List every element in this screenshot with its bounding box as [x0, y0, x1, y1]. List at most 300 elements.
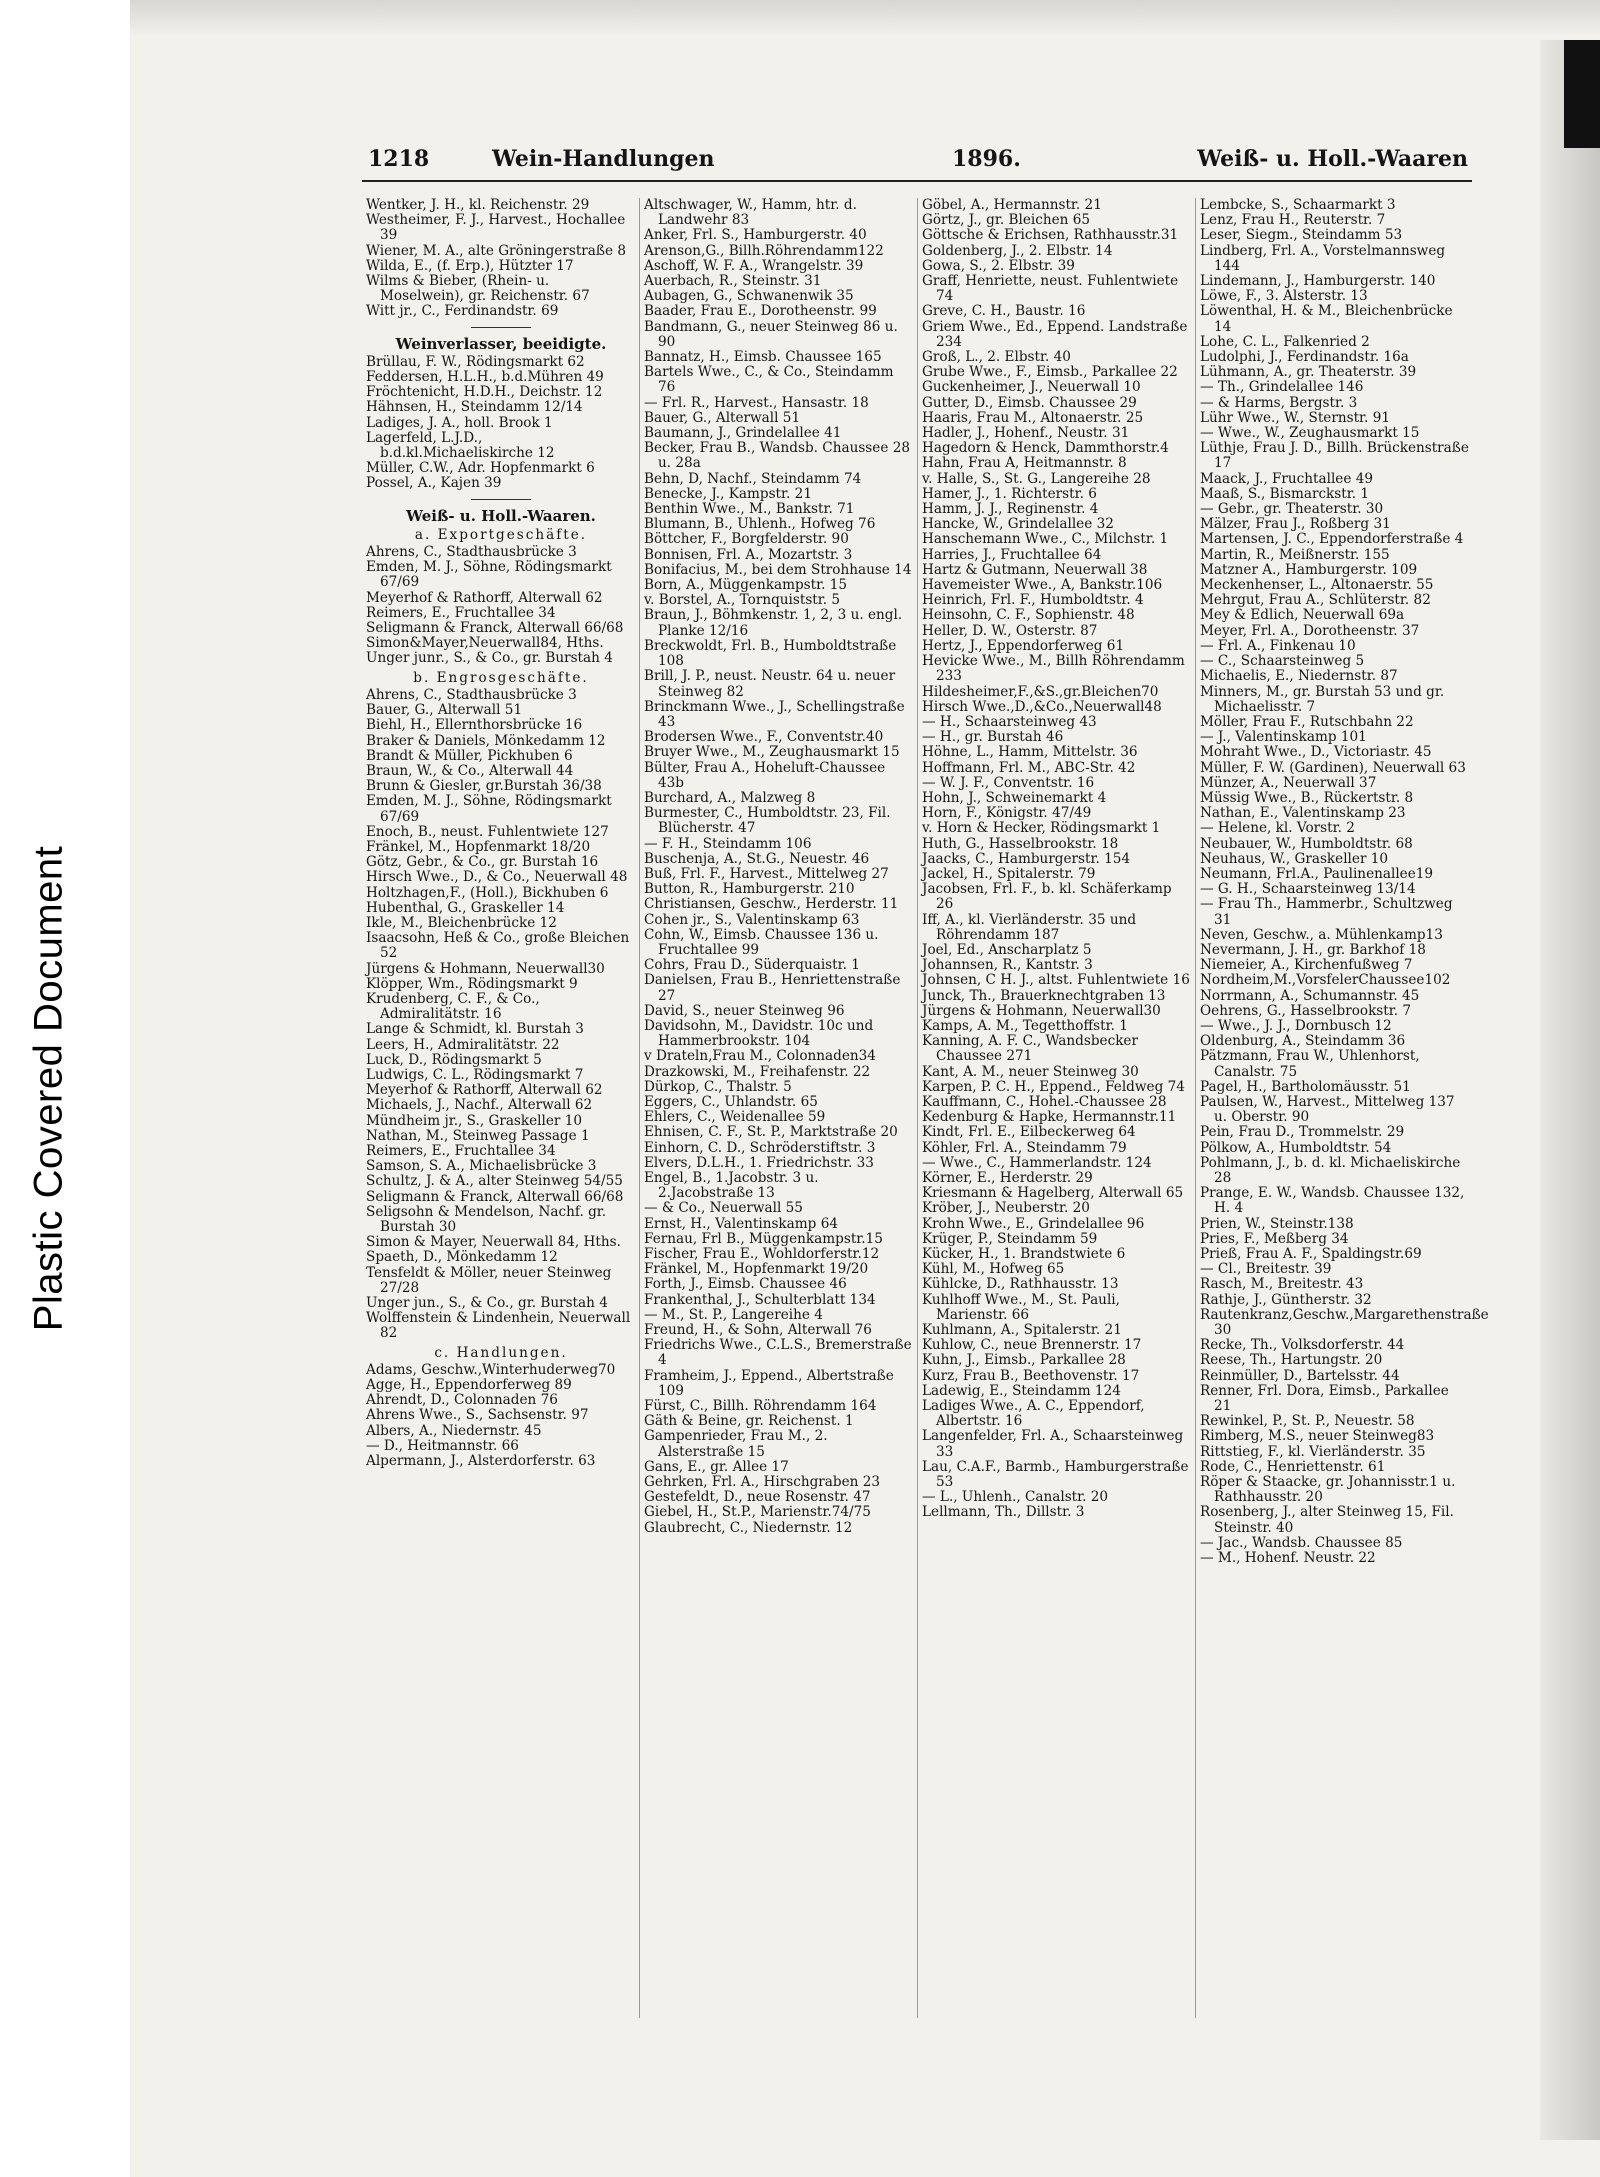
directory-entry: Ehnisen, C. F., St. P., Marktstraße 20: [644, 1124, 898, 1141]
directory-entry: Lellmann, Th., Dillstr. 3: [922, 1504, 1085, 1521]
plastic-covered-text: Plastic Covered Document: [26, 845, 71, 1332]
directory-entry: Biehl, H., Ellernthorsbrücke 16: [366, 717, 583, 734]
directory-entry: Burmester, C., Humboldtstr. 23, Fil. Blücherstr. 47: [644, 805, 891, 837]
directory-entry: Gans, E., gr. Allee 17: [644, 1458, 789, 1475]
directory-entry: — & Co., Neuerwall 55: [644, 1200, 803, 1217]
directory-entry: Lau, C.A.F., Barmb., Hamburgerstraße 53: [922, 1458, 1189, 1491]
directory-entry: Braun, W., & Co., Alterwall 44: [366, 762, 574, 779]
directory-entry: Simon & Mayer, Neuerwall 84, Hths.: [366, 1234, 621, 1251]
directory-entry: Rittstieg, F., kl. Vierländerstr. 35: [1200, 1443, 1426, 1460]
directory-entry: — Gebr., gr. Theaterstr. 30: [1200, 501, 1384, 518]
scan-top-edge: [130, 0, 1600, 36]
directory-entry: Kamps, A. M., Tegetthoffstr. 1: [922, 1017, 1128, 1034]
directory-entry: Forth, J., Eimsb. Chaussee 46: [644, 1276, 847, 1293]
directory-entry: Schultz, J. & A., alter Steinweg 54/55: [366, 1173, 623, 1190]
subsection-heading: c. Handlungen.: [434, 1344, 568, 1361]
directory-entry: Ikle, M., Bleichenbrücke 12: [366, 914, 557, 931]
section-heading: Weiß- u. Holl.-Waaren.: [406, 506, 596, 525]
directory-entry: Rautenkranz,Geschw.,Margarethenstraße 30: [1200, 1306, 1489, 1339]
directory-entry: Lühmann, A., gr. Theaterstr. 39: [1200, 364, 1417, 381]
directory-entry: Goldenberg, J., 2. Elbstr. 14: [922, 242, 1113, 259]
directory-entry: Joel, Ed., Anscharplatz 5: [922, 941, 1092, 958]
directory-entry: Bonifacius, M., bei dem Strohhause 14: [644, 561, 912, 578]
directory-entry: Spaeth, D., Mönkedamm 12: [366, 1249, 558, 1266]
directory-entry: Kühl, M., Hofweg 65: [922, 1261, 1065, 1278]
directory-entry: Oldenburg, A., Steindamm 36: [1200, 1033, 1406, 1050]
directory-entry: Körner, E., Herderstr. 29: [922, 1170, 1093, 1186]
directory-entry: Groß, L., 2. Elbstr. 40: [922, 349, 1071, 366]
directory-entry: Rewinkel, P., St. P., Neuestr. 58: [1200, 1413, 1415, 1430]
directory-entry: Isaacsohn, Heß & Co., große Bleichen 52: [366, 930, 630, 962]
directory-entry: Mündheim jr., S., Graskeller 10: [366, 1112, 583, 1129]
directory-entry: Niemeier, A., Kirchenfußweg 7: [1200, 957, 1413, 974]
directory-entry: Ehlers, C., Weidenallee 59: [644, 1109, 826, 1126]
directory-entry: Bartels Wwe., C., & Co., Steindamm 76: [644, 364, 894, 396]
directory-entry: — Helene, kl. Vorstr. 2: [1200, 820, 1355, 837]
directory-column-2: [644, 198, 914, 1536]
column-divider: [1195, 198, 1196, 2018]
directory-entry: — J., Valentinskamp 101: [1200, 729, 1367, 746]
directory-entry: Müller, C.W., Adr. Hopfenmarkt 6: [366, 460, 595, 477]
directory-entry: Kühlcke, D., Rathhausstr. 13: [922, 1276, 1119, 1293]
directory-entry: Bülter, Frau A., Hoheluft-Chaussee 43b: [644, 759, 886, 791]
directory-entry: Kuhlhoff Wwe., M., St. Pauli, Marienstr. 66: [922, 1291, 1120, 1323]
directory-entry: Johannsen, R., Kantstr. 3: [922, 957, 1093, 974]
directory-entry: Cohn, W., Eimsb. Chaussee 136 u. Fruchtallee 99: [644, 926, 879, 958]
directory-entry: Fränkel, M., Hopfenmarkt 18/20: [366, 838, 591, 855]
directory-entry: Danielsen, Frau B., Henriettenstraße 27: [644, 972, 901, 1004]
directory-entry: Hertz, J., Eppendorferweg 61: [922, 637, 1125, 654]
directory-entry: Fürst, C., Billh. Röhrendamm 164: [644, 1398, 877, 1415]
directory-entry: Renner, Frl. Dora, Eimsb., Parkallee 21: [1200, 1382, 1449, 1415]
directory-entry: — Wwe., J. J., Dornbusch 12: [1200, 1017, 1392, 1034]
directory-entry: Müller, F. W. (Gardinen), Neuerwall 63: [1200, 759, 1466, 776]
directory-entry: Heinsohn, C. F., Sophienstr. 48: [922, 607, 1135, 624]
directory-entry: Aschoff, W. F. A., Wrangelstr. 39: [644, 257, 864, 274]
directory-entry: Simon&Mayer,Neuerwall84, Hths.: [366, 635, 604, 652]
directory-column-4: [1200, 197, 1489, 1567]
directory-entry: — H., gr. Burstah 46: [922, 729, 1064, 746]
directory-entry: Pries, F., Meßberg 34: [1200, 1230, 1349, 1247]
section-rule: [471, 499, 531, 500]
directory-entry: Gampenrieder, Frau M., 2. Alsterstraße 15: [644, 1428, 828, 1460]
directory-column-1: [366, 198, 636, 1469]
directory-entry: Lagerfeld, L.J.D., b.d.kl.Michaeliskirche 12: [366, 429, 555, 462]
directory-entry: Possel, A., Kajen 39: [366, 475, 502, 492]
directory-entry: — H., Schaarsteinweg 43: [922, 713, 1097, 730]
directory-entry: Braker & Daniels, Mönkedamm 12: [366, 732, 606, 749]
directory-entry: Lühr Wwe., W., Sternstr. 91: [1200, 409, 1390, 426]
directory-entry: Kriesmann & Hagelberg, Alterwall 65: [922, 1185, 1184, 1202]
directory-entry: Gestefeldt, D., neue Rosenstr. 47: [644, 1489, 871, 1506]
directory-entry: Rathje, J., Güntherstr. 32: [1200, 1291, 1372, 1308]
directory-entry: Seligmann & Franck, Alterwall 66/68: [366, 1188, 624, 1205]
directory-entry: Hähnsen, H., Steindamm 12/14: [366, 399, 583, 416]
directory-entry: Ladiges Wwe., A. C., Eppendorf, Albertstr. 16: [922, 1398, 1145, 1430]
directory-entry: Jaacks, C., Hamburgerstr. 154: [922, 850, 1131, 867]
directory-entry: Norrmann, A., Schumannstr. 45: [1200, 987, 1420, 1004]
directory-entry: Meckenhenser, L., Altonaerstr. 55: [1200, 577, 1434, 594]
directory-entry: Brodersen Wwe., F., Conventstr.40: [644, 729, 884, 746]
directory-entry: Christiansen, Geschw., Herderstr. 11: [644, 896, 899, 913]
directory-entry: Graff, Henriette, neust. Fuhlentwiete 74: [922, 273, 1179, 305]
directory-entry: Minners, M., gr. Burstah 53 und gr. Michaelisstr. 7: [1200, 683, 1445, 715]
directory-entry: Hahn, Frau A, Heitmannstr. 8: [922, 455, 1127, 472]
directory-entry: Rode, C., Henriettenstr. 61: [1200, 1458, 1386, 1475]
directory-entry: Böttcher, F., Borgfelderstr. 90: [644, 531, 849, 548]
directory-entry: Mey & Edlich, Neuerwall 69a: [1200, 607, 1405, 624]
directory-entry: Pagel, H., Bartholomäusstr. 51: [1200, 1078, 1411, 1095]
directory-entry: Hamm, J. J., Reginenstr. 4: [922, 501, 1099, 518]
directory-entry: Gehrken, Frl. A., Hirschgraben 23: [644, 1474, 881, 1491]
directory-entry: Meyerhof & Rathorff, Alterwall 62: [366, 589, 603, 606]
directory-entry: Enoch, B., neust. Fuhlentwiete 127: [366, 823, 609, 840]
directory-entry: Breckwoldt, Frl. B., Humboldtstraße 108: [644, 637, 897, 670]
directory-entry: Unger jun., S., & Co., gr. Burstah 4: [366, 1295, 608, 1312]
directory-entry: Wilda, E., (f. Erp.), Hützter 17: [366, 257, 574, 274]
directory-entry: — D., Heitmannstr. 66: [366, 1437, 519, 1454]
directory-entry: Cohrs, Frau D., Süderquaistr. 1: [644, 957, 860, 974]
directory-entry: Lange & Schmidt, kl. Burstah 3: [366, 1021, 584, 1038]
directory-entry: Neuhaus, W., Graskeller 10: [1200, 850, 1389, 867]
directory-entry: Born, A., Müggenkampstr. 15: [644, 577, 848, 594]
section-heading: Weinverlasser, beeidigte.: [395, 334, 607, 353]
directory-entry: Krüger, P., Steindamm 59: [922, 1230, 1098, 1247]
directory-entry: Matzner A., Hamburgerstr. 109: [1200, 561, 1418, 578]
directory-entry: Wilms & Bieber, (Rhein- u. Moselwein), gr. Reichenstr. 67: [366, 273, 590, 305]
directory-entry: Blumann, B., Uhlenh., Hofweg 76: [644, 516, 876, 533]
directory-entry: Brandt & Müller, Pickhuben 6: [366, 747, 573, 764]
directory-entry: Maaß, S., Bismarckstr. 1: [1200, 485, 1370, 502]
directory-entry: Brunn & Giesler, gr.Burstah 36/38: [366, 778, 602, 795]
directory-entry: Götz, Gebr., & Co., gr. Burstah 16: [366, 854, 599, 871]
directory-entry: Huth, G., Hasselbrookstr. 18: [922, 835, 1119, 852]
directory-entry: Gutter, D., Eimsb. Chaussee 29: [922, 394, 1137, 411]
directory-entry: Kant, A. M., neuer Steinweg 30: [922, 1063, 1139, 1080]
directory-entry: Ahrendt, D., Colonnaden 76: [366, 1392, 558, 1409]
directory-entry: Button, R., Hamburgerstr. 210: [644, 881, 855, 898]
directory-entry: Havemeister Wwe., A, Bankstr.106: [922, 577, 1163, 594]
page-number: 1218: [368, 146, 430, 172]
directory-entry: Pätzmann, Frau W., Uhlenhorst, Canalstr. 75: [1200, 1048, 1420, 1080]
directory-entry: Nathan, E., Valentinskamp 23: [1200, 805, 1406, 822]
directory-entry: Baader, Frau E., Dorotheenstr. 99: [644, 303, 877, 320]
directory-entry: Baumann, J., Grindelallee 41: [644, 425, 842, 442]
directory-entry: Prien, W., Steinstr.138: [1200, 1215, 1354, 1232]
directory-entry: Hirsch Wwe.,D.,&Co.,Neuerwall48: [922, 698, 1162, 715]
directory-entry: Pohlmann, J., b. d. kl. Michaeliskirche 28: [1200, 1154, 1461, 1186]
directory-page: [362, 140, 1489, 2040]
directory-entry: Fernau, Frl B., Müggenkampstr.15: [644, 1230, 883, 1247]
directory-entry: Friedrichs Wwe., C.L.S., Bremerstraße 4: [644, 1337, 912, 1369]
directory-entry: Langenfelder, Frl. A., Schaarsteinweg 33: [922, 1428, 1184, 1460]
directory-entry: Göbel, A., Hermannstr. 21: [922, 197, 1102, 213]
directory-entry: Reinmüller, D., Bartelsstr. 44: [1200, 1367, 1400, 1384]
directory-entry: — G. H., Schaarsteinweg 13/14: [1200, 881, 1416, 898]
column-divider: [917, 198, 918, 2018]
directory-entry: Guckenheimer, J., Neuerwall 10: [922, 379, 1141, 396]
directory-entry: Einhorn, C. D., Schröderstiftstr. 3: [644, 1139, 876, 1156]
directory-entry: — Jac., Wandsb. Chaussee 85: [1200, 1534, 1403, 1551]
directory-entry: Krohn Wwe., E., Grindelallee 96: [922, 1215, 1145, 1232]
directory-entry: Köhler, Frl. A., Steindamm 79: [922, 1139, 1127, 1156]
directory-entry: Michaelis, E., Niedernstr. 87: [1200, 668, 1398, 685]
directory-entry: Neubauer, W., Humboldtstr. 68: [1200, 835, 1413, 852]
directory-entry: Harries, J., Fruchtallee 64: [922, 546, 1102, 563]
directory-entry: Kröber, J., Neuberstr. 20: [922, 1200, 1090, 1217]
directory-entry: Ahrens Wwe., S., Sachsenstr. 97: [366, 1407, 589, 1424]
directory-entry: Kanning, A. F. C., Wandsbecker Chaussee 271: [922, 1033, 1138, 1065]
directory-entry: Pölkow, A., Humboldtstr. 54: [1200, 1139, 1392, 1156]
directory-entry: Ernst, H., Valentinskamp 64: [644, 1215, 838, 1232]
directory-entry: Dürkop, C., Thalstr. 5: [644, 1078, 792, 1095]
directory-entry: Hevicke Wwe., M., Billh Röhrendamm 233: [922, 653, 1185, 685]
directory-entry: Fröchtenicht, H.D.H., Deichstr. 12: [366, 384, 603, 401]
directory-entry: Alpermann, J., Alsterdorferstr. 63: [366, 1453, 596, 1470]
directory-entry: Rimberg, M.S., neuer Steinweg83: [1200, 1428, 1435, 1445]
directory-entry: Mälzer, Frau J., Roßberg 31: [1200, 516, 1391, 533]
directory-entry: Karpen, P. C. H., Eppend., Feldweg 74: [922, 1078, 1185, 1095]
directory-entry: Lembcke, S., Schaarmarkt 3: [1200, 197, 1396, 213]
directory-entry: Jacobsen, Frl. F., b. kl. Schäferkamp 26: [922, 881, 1172, 913]
directory-entry: Buß, Frl. F., Harvest., Mittelweg 27: [644, 865, 889, 882]
directory-entry: Fischer, Frau E., Wohldorferstr.12: [644, 1246, 880, 1263]
directory-entry: Prieß, Frau A. F., Spaldingstr.69: [1200, 1246, 1422, 1263]
directory-entry: Freund, H., & Sohn, Alterwall 76: [644, 1322, 872, 1339]
directory-entry: — F. H., Steindamm 106: [644, 835, 812, 852]
directory-entry: Burchard, A., Malzweg 8: [644, 789, 816, 806]
directory-entry: Rosenberg, J., alter Steinweg 15, Fil. Steinstr. 40: [1200, 1504, 1454, 1536]
directory-entry: Witt jr., C., Ferdinandstr. 69: [366, 303, 559, 320]
directory-entry: Benthin Wwe., M., Bankstr. 71: [644, 501, 855, 518]
directory-entry: Meyer, Frl. A., Dorotheenstr. 37: [1200, 622, 1420, 639]
directory-entry: Pein, Frau D., Trommelstr. 29: [1200, 1124, 1405, 1141]
directory-entry: Oehrens, G., Hasselbrookstr. 7: [1200, 1002, 1412, 1019]
directory-entry: Bonnisen, Frl. A., Mozartstr. 3: [644, 546, 853, 563]
directory-entry: Nevermann, J. H., gr. Barkhof 18: [1200, 941, 1426, 958]
directory-entry: Lindberg, Frl. A., Vorstelmannsweg 144: [1200, 242, 1446, 274]
plastic-covered-label: [8, 0, 90, 2177]
directory-entry: — & Harms, Bergstr. 3: [1200, 394, 1358, 411]
scanned-page: [130, 0, 1600, 2177]
directory-entry: — C., Schaarsteinweg 5: [1200, 653, 1365, 670]
directory-entry: Behn, D, Nachf., Steindamm 74: [644, 470, 862, 487]
directory-entry: Neumann, Frl.A., Paulinenallee19: [1200, 865, 1434, 882]
directory-entry: Aubagen, G., Schwanenwik 35: [644, 288, 854, 305]
directory-entry: Kauffmann, C., Hohel.-Chaussee 28: [922, 1093, 1167, 1110]
directory-entry: Ludwigs, C. L., Rödingsmarkt 7: [366, 1066, 584, 1083]
directory-entry: Löwe, F., 3. Alsterstr. 13: [1200, 288, 1368, 305]
directory-entry: Elvers, D.L.H., 1. Friedrichstr. 33: [644, 1154, 874, 1171]
directory-entry: Lindemann, J., Hamburgerstr. 140: [1200, 273, 1436, 290]
directory-entry: — Frau Th., Hammerbr., Schultzweg 31: [1200, 896, 1453, 928]
directory-column-3: [922, 198, 1192, 1521]
directory-entry: — Wwe., W., Zeughausmarkt 15: [1200, 425, 1420, 442]
directory-entry: Braun, J., Böhmkenstr. 1, 2, 3 u. engl. Planke 12/16: [644, 607, 903, 639]
directory-entry: Reese, Th., Hartungstr. 20: [1200, 1352, 1383, 1369]
directory-entry: Altschwager, W., Hamm, htr. d. Landwehr 83: [644, 197, 857, 229]
directory-entry: Bauer, G., Alterwall 51: [644, 409, 801, 426]
directory-entry: Iff, A., kl. Vierländerstr. 35 und Röhrendamm 187: [922, 911, 1137, 943]
directory-entry: Giebel, H., St.P., Marienstr.74/75: [644, 1504, 871, 1521]
directory-entry: Kurz, Frau B., Beethovenstr. 17: [922, 1367, 1140, 1384]
directory-entry: Hadler, J., Hohenf., Neustr. 31: [922, 425, 1130, 442]
directory-entry: Bannatz, H., Eimsb. Chaussee 165: [644, 349, 882, 366]
directory-entry: Ahrens, C., Stadthausbrücke 3: [366, 686, 577, 703]
section-rule: [471, 327, 531, 328]
directory-entry: Ladewig, E., Steindamm 124: [922, 1382, 1121, 1399]
directory-entry: Müssig Wwe., B., Rückertstr. 8: [1200, 789, 1414, 806]
directory-entry: Becker, Frau B., Wandsb. Chaussee 28 u. 28a: [644, 440, 910, 472]
directory-entry: Hamer, J., 1. Richterstr. 6: [922, 485, 1097, 502]
directory-entry: — W. J. F., Conventstr. 16: [922, 774, 1095, 791]
directory-entry: — M., Hohenf. Neustr. 22: [1200, 1550, 1376, 1567]
directory-entry: Samson, S. A., Michaelisbrücke 3: [366, 1158, 597, 1175]
directory-entry: Kindt, Frl. E., Eilbeckerweg 64: [922, 1124, 1136, 1141]
directory-entry: Jürgens & Hohmann, Neuerwall30: [922, 1002, 1161, 1019]
directory-entry: Gowa, S., 2. Elbstr. 39: [922, 257, 1075, 274]
directory-entry: Bauer, G., Alterwall 51: [366, 702, 523, 719]
directory-entry: Griem Wwe., Ed., Eppend. Landstraße 234: [922, 318, 1188, 350]
section-title-right: Weiß- u. Holl.-Waaren: [1197, 146, 1468, 172]
directory-entry: Heinrich, Frl. F., Humboldtstr. 4: [922, 592, 1144, 609]
page-header: [362, 140, 1472, 182]
directory-entry: Höhne, L., Hamm, Mittelstr. 36: [922, 744, 1138, 761]
directory-entry: Nathan, M., Steinweg Passage 1: [366, 1127, 590, 1144]
directory-entry: Tensfeldt & Möller, neuer Steinweg 27/28: [366, 1264, 612, 1296]
directory-entry: Emden, M. J., Söhne, Rödingsmarkt 67/69: [366, 559, 612, 591]
directory-entry: Kedenburg & Hapke, Hermannstr.11: [922, 1109, 1177, 1126]
directory-entry: Arenson,G., Billh.Röhrendamm122: [644, 242, 884, 259]
directory-entry: Hancke, W., Grindelallee 32: [922, 516, 1114, 533]
directory-entry: Emden, M. J., Söhne, Rödingsmarkt 67/69: [366, 793, 612, 825]
directory-entry: Heller, D. W., Osterstr. 87: [922, 622, 1098, 639]
directory-entry: Maack, J., Fruchtallee 49: [1200, 470, 1374, 487]
directory-entry: Unger junr., S., & Co., gr. Burstah 4: [366, 650, 613, 667]
directory-entry: Lenz, Frau H., Reuterstr. 7: [1200, 212, 1386, 229]
directory-entry: Fränkel, M., Hopfenmarkt 19/20: [644, 1261, 869, 1278]
directory-entry: Kuhn, J., Eimsb., Parkallee 28: [922, 1352, 1126, 1369]
directory-entry: Eggers, C., Uhlandstr. 65: [644, 1093, 818, 1110]
directory-entry: Bruyer Wwe., M., Zeughausmarkt 15: [644, 744, 900, 761]
directory-entry: — Th., Grindelallee 146: [1200, 379, 1364, 396]
directory-entry: David, S., neuer Steinweg 96: [644, 1002, 845, 1019]
directory-entry: Wentker, J. H., kl. Reichenstr. 29: [366, 197, 590, 213]
directory-entry: Mohraht Wwe., D., Victoriastr. 45: [1200, 744, 1432, 761]
directory-entry: Feddersen, H.L.H., b.d.Mühren 49: [366, 369, 604, 386]
directory-entry: — Wwe., C., Hammerlandstr. 124: [922, 1154, 1152, 1171]
directory-entry: v. Halle, S., St. G., Langereihe 28: [922, 470, 1151, 487]
directory-entry: Göttsche & Erichsen, Rathhausstr.31: [922, 227, 1179, 244]
directory-entry: Lüthje, Frau J. D., Billh. Brückenstraße 17: [1200, 440, 1469, 472]
directory-entry: Anker, Frl. S., Hamburgerstr. 40: [644, 227, 867, 244]
directory-entry: v. Borstel, A., Tornquiststr. 5: [644, 592, 841, 609]
directory-entry: v. Horn & Hecker, Rödingsmarkt 1: [922, 820, 1161, 837]
column-divider: [639, 198, 640, 2018]
directory-entry: Wiener, M. A., alte Gröningerstraße 8: [366, 242, 626, 259]
directory-entry: Mehrgut, Frau A., Schlüterstr. 82: [1200, 592, 1431, 609]
directory-entry: — Frl. R., Harvest., Hansastr. 18: [644, 394, 869, 411]
directory-entry: Johnsen, C H. J., altst. Fuhlentwiete 16: [922, 972, 1190, 989]
directory-entry: Paulsen, W., Harvest., Mittelweg 137 u. Oberstr. 90: [1200, 1093, 1455, 1126]
directory-entry: Röper & Staacke, gr. Johannisstr.1 u. Rathhausstr. 20: [1200, 1474, 1456, 1506]
directory-entry: Hartz & Gutmann, Neuerwall 38: [922, 561, 1148, 578]
directory-entry: Westheimer, F. J., Harvest., Hochallee 39: [366, 212, 626, 244]
directory-entry: Michaels, J., Nachf., Alterwall 62: [366, 1097, 593, 1114]
directory-entry: Jackel, H., Spitalerstr. 79: [922, 865, 1096, 882]
directory-entry: Kuhlmann, A., Spitalerstr. 21: [922, 1322, 1122, 1339]
directory-entry: Cohen jr., S., Valentinskamp 63: [644, 911, 860, 928]
directory-entry: Lohe, C. L., Falkenried 2: [1200, 333, 1370, 350]
directory-entry: v Drateln,Frau M., Colonnaden34: [644, 1048, 876, 1065]
directory-entry: Grube Wwe., F., Eimsb., Parkallee 22: [922, 364, 1178, 381]
directory-entry: Münzer, A., Neuerwall 37: [1200, 774, 1377, 791]
directory-entry: — Frl. A., Finkenau 10: [1200, 637, 1356, 654]
directory-entry: Horn, F., Königstr. 47/49: [922, 805, 1092, 822]
directory-entry: Hoffmann, Frl. M., ABC-Str. 42: [922, 759, 1136, 776]
directory-entry: Ludolphi, J., Ferdinandstr. 16a: [1200, 349, 1409, 366]
directory-entry: Brinckmann Wwe., J., Schellingstraße 43: [644, 698, 905, 730]
directory-entry: Framheim, J., Eppend., Albertstraße 109: [644, 1367, 894, 1399]
directory-entry: — L., Uhlenh., Canalstr. 20: [922, 1489, 1109, 1506]
directory-entry: Junck, Th., Brauerknechtgraben 13: [922, 987, 1166, 1004]
directory-entry: Frankenthal, J., Schulterblatt 134: [644, 1291, 876, 1308]
directory-entry: Reimers, E., Fruchtallee 34: [366, 604, 556, 621]
directory-entry: Martensen, J. C., Eppendorferstraße 4: [1200, 531, 1464, 548]
directory-entry: Nordheim,M.,VorsfelerChaussee102: [1200, 972, 1451, 989]
directory-entry: — Cl., Breitestr. 39: [1200, 1261, 1332, 1278]
subsection-heading: a. Exportgeschäfte.: [414, 526, 588, 543]
directory-entry: Seligmann & Franck, Alterwall 66/68: [366, 620, 624, 637]
directory-entry: Glaubrecht, C., Niedernstr. 12: [644, 1519, 853, 1536]
directory-entry: Löwenthal, H. & M., Bleichenbrücke 14: [1200, 303, 1453, 335]
directory-entry: Leser, Siegm., Steindamm 53: [1200, 227, 1403, 244]
directory-entry: Wolffenstein & Lindenhein, Neuerwall 82: [366, 1310, 631, 1342]
directory-entry: Hildesheimer,F.,&S.,gr.Bleichen70: [922, 683, 1159, 700]
directory-entry: Neven, Geschw., a. Mühlenkamp13: [1200, 926, 1443, 943]
directory-entry: Davidsohn, M., Davidstr. 10c und Hammerbrookstr. 104: [644, 1017, 874, 1050]
directory-entry: Greve, C. H., Baustr. 16: [922, 303, 1086, 320]
directory-entry: Meyerhof & Rathorff, Alterwall 62: [366, 1082, 603, 1099]
directory-entry: Agge, H., Eppendorferweg 89: [366, 1377, 572, 1394]
directory-entry: Leers, H., Admiralitätstr. 22: [366, 1036, 560, 1053]
directory-entry: Luck, D., Rödingsmarkt 5: [366, 1051, 542, 1068]
section-title-left: Wein-Handlungen: [492, 146, 715, 172]
directory-entry: Benecke, J., Kampstr. 21: [644, 485, 812, 502]
directory-entry: Gäth & Beine, gr. Reichenst. 1: [644, 1413, 854, 1430]
directory-entry: Kücker, H., 1. Brandstwiete 6: [922, 1246, 1126, 1263]
directory-entry: Auerbach, R., Steinstr. 31: [644, 273, 822, 290]
directory-entry: Hirsch Wwe., D., & Co., Neuerwall 48: [366, 869, 628, 886]
directory-entry: Kuhlow, C., neue Brennerstr. 17: [922, 1337, 1142, 1354]
scan-right-edge: [1540, 40, 1600, 2140]
directory-entry: Hanschemann Wwe., C., Milchstr. 1: [922, 531, 1169, 548]
directory-year: 1896.: [952, 146, 1021, 172]
directory-entry: Ahrens, C., Stadthausbrücke 3: [366, 544, 577, 561]
directory-entry: Albers, A., Niedernstr. 45: [366, 1422, 542, 1439]
binding-tab: [1564, 40, 1600, 148]
directory-entry: Brill, J. P., neust. Neustr. 64 u. neuer Steinweg 82: [644, 668, 896, 700]
directory-entry: Hohn, J., Schweinemarkt 4: [922, 789, 1107, 806]
directory-entry: Krudenberg, C. F., & Co., Admiralitätstr. 16: [366, 990, 540, 1023]
directory-entry: Görtz, J., gr. Bleichen 65: [922, 212, 1091, 229]
subsection-heading: b. Engrosgeschäfte.: [413, 669, 589, 686]
directory-entry: Prange, E. W., Wandsb. Chaussee 132, H. 4: [1200, 1185, 1465, 1217]
directory-entry: Adams, Geschw.,Winterhuderweg70: [366, 1361, 616, 1378]
directory-entry: Jürgens & Hohmann, Neuerwall30: [366, 960, 605, 977]
directory-entry: Drazkowski, M., Freihafenstr. 22: [644, 1063, 871, 1080]
directory-entry: Klöpper, Wm., Rödingsmarkt 9: [366, 975, 578, 992]
